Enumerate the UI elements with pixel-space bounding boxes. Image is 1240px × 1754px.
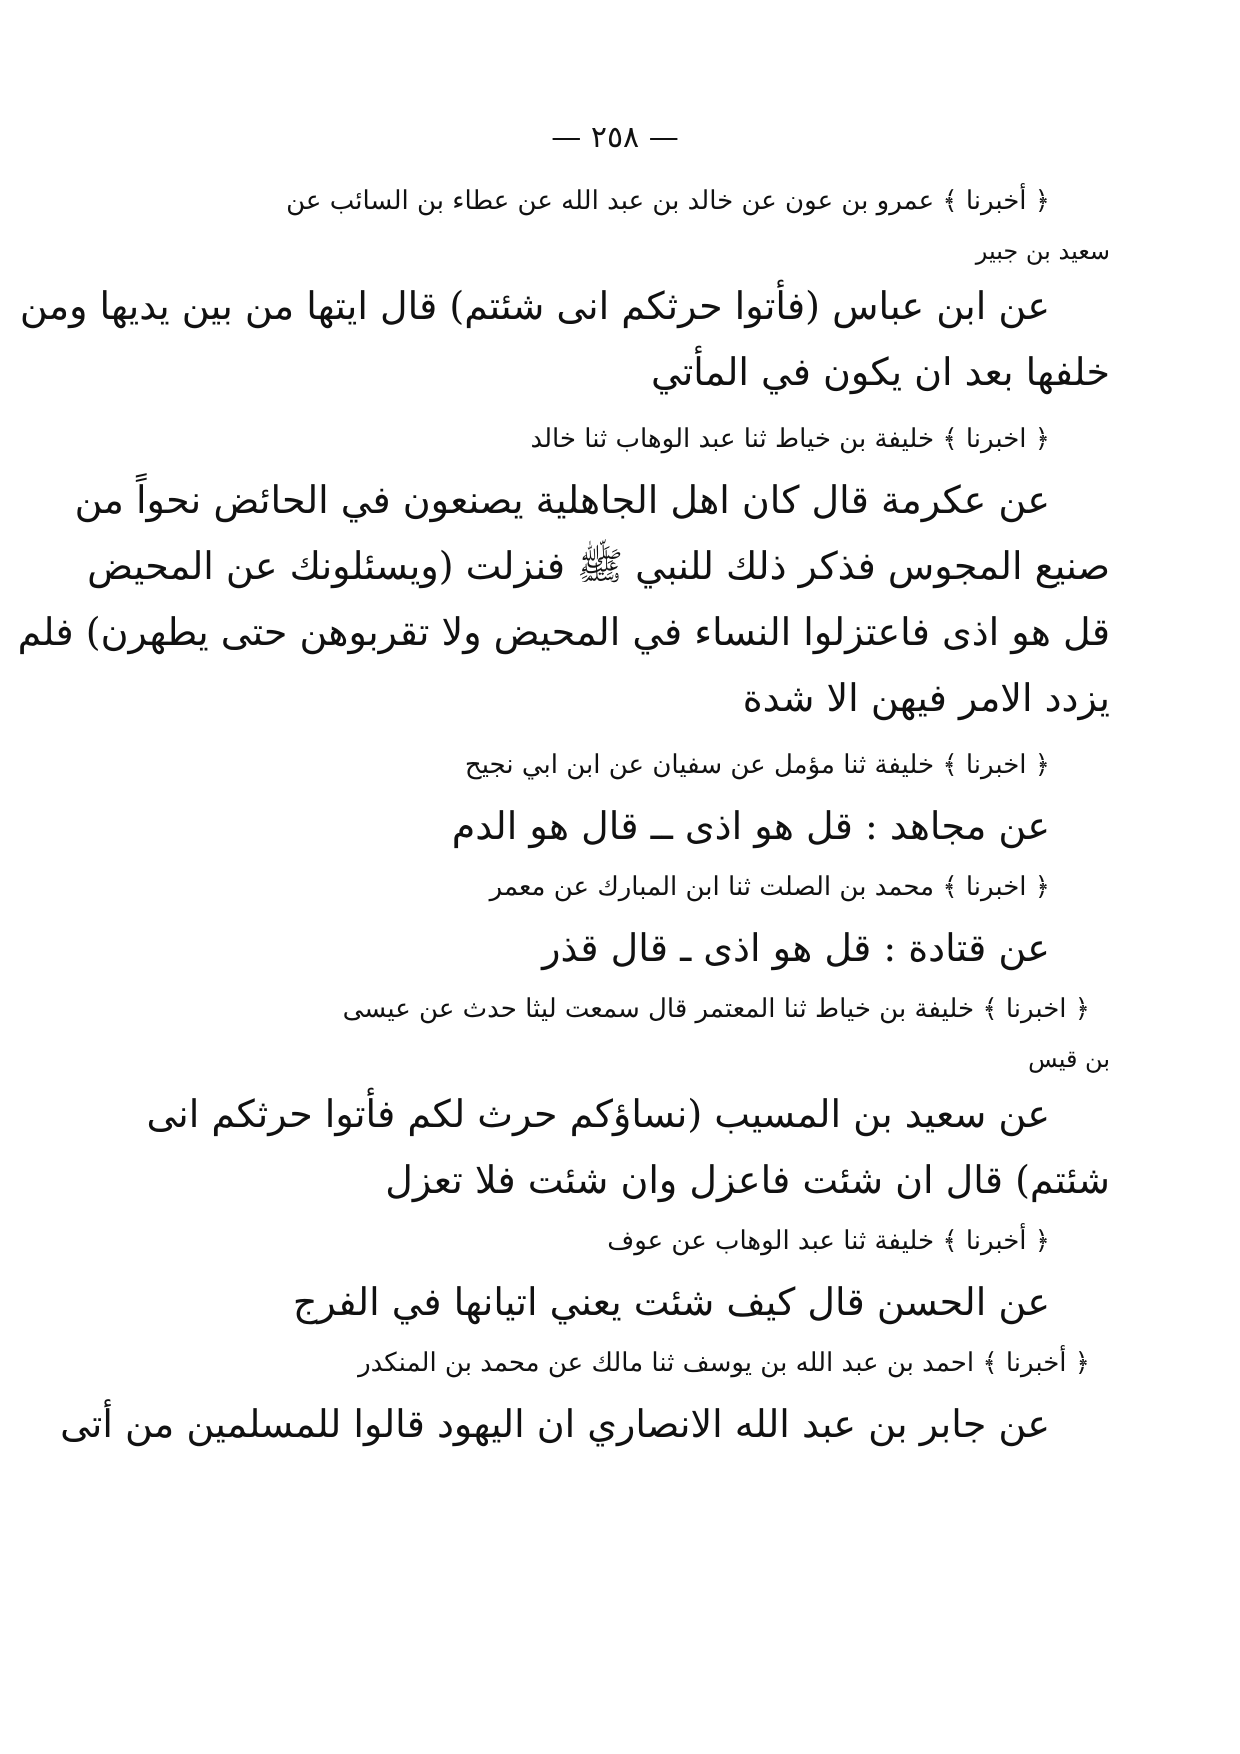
- text-line: يزدد الامر فيهن الا شدة: [742, 676, 1110, 720]
- text-line: عن مجاهد : قل هو اذى ــ قال هو الدم: [451, 804, 1050, 848]
- isnad-line: ﴿ أخبرنا ﴾ خليفة ثنا عبد الوهاب عن عوف: [607, 1226, 1050, 1256]
- isnad-line: ﴿ أخبرنا ﴾ احمد بن عبد الله بن يوسف ثنا مالك عن محمد بن المنكدر: [358, 1348, 1090, 1378]
- isnad-line: ﴿ اخبرنا ﴾ خليفة بن خياط ثنا عبد الوهاب ثنا خالد: [530, 424, 1050, 454]
- isnad-line: ﴿ أخبرنا ﴾ عمرو بن عون عن خالد بن عبد الله عن عطاء بن السائب عن: [286, 186, 1050, 216]
- isnad-continuation: بن قيس: [1028, 1045, 1110, 1073]
- text-line: عن عكرمة قال كان اهل الجاهلية يصنعون في الحائض نحواً من: [74, 478, 1050, 522]
- text-line: شئتم) قال ان شئت فاعزل وان شئت فلا تعزل: [385, 1158, 1110, 1202]
- text-line: صنيع المجوس فذكر ذلك للنبي ﷺ فنزلت (ويسئلونك عن المحيض: [87, 544, 1110, 588]
- text-line: قل هو اذى فاعتزلوا النساء في المحيض ولا تقربوهن حتى يطهرن) فلم: [17, 610, 1110, 654]
- text-line: عن ابن عباس (فأتوا حرثكم انى شئتم) قال ايتها من بين يديها ومن: [19, 284, 1050, 328]
- text-line: خلفها بعد ان يكون في المأتي: [651, 350, 1110, 394]
- isnad-line: ﴿ اخبرنا ﴾ خليفة ثنا مؤمل عن سفيان عن ابن ابي نجيح: [464, 750, 1050, 780]
- isnad-line: ﴿ اخبرنا ﴾ محمد بن الصلت ثنا ابن المبارك عن معمر: [489, 872, 1050, 902]
- text-line: عن جابر بن عبد الله الانصاري ان اليهود قالوا للمسلمين من أتى: [60, 1402, 1050, 1446]
- text-line: عن سعيد بن المسيب (نساؤكم حرث لكم فأتوا حرثكم انى: [146, 1092, 1050, 1136]
- text-line: عن قتادة : قل هو اذى ـ قال قذر: [542, 926, 1050, 970]
- page-number: — ٢٥٨ —: [551, 120, 679, 155]
- isnad-line: ﴿ اخبرنا ﴾ خليفة بن خياط ثنا المعتمر قال سمعت ليثا حدث عن عيسى: [342, 994, 1090, 1024]
- isnad-continuation: سعيد بن جبير: [975, 237, 1110, 265]
- text-line: عن الحسن قال كيف شئت يعني اتيانها في الفرج: [292, 1280, 1050, 1324]
